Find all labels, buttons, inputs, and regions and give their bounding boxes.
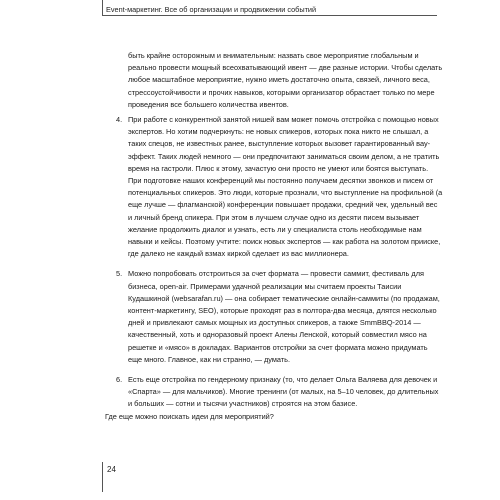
running-header: Event-маркетинг. Все об организации и продвижении событий bbox=[106, 5, 317, 14]
list-item-6 bbox=[105, 374, 443, 411]
footer-frame-vertical bbox=[102, 462, 103, 492]
list-item-4 bbox=[105, 114, 443, 175]
list-item-text: Можно попробовать отстроиться за счет формата — провести саммит, фестиваль для бизнеса, open-air. Примерами удачной реализации мы считаем проекты Таисии Кудашкиной (websarafan.ru) — она собирает тематические онлайн-саммиты (по продажам, контент-маркетингу, SEO), которые проходят раз в полтора-два месяца, длятся несколько дней и привлекают самых мощных из доступных спикеров, а также SmmBBQ-2014 — качественный, хоть и одноразовый проект Алены Ленской, который совместил мясо на решетке и «мясо» в докладах. Вариантов отстройки за счет формата можно придумать еще много. Главное, как ни странно, — думать. bbox=[128, 269, 440, 364]
list-item-number: 4. bbox=[116, 115, 123, 125]
list-item-5 bbox=[105, 268, 443, 366]
list-item-text: При работе с конкурентной занятой нишей вам может помочь отстройка с помощью новых экспертов. Но хотим подчеркнуть: не новых спикеров, которых пока никто не слышал, а таких спецов, не известных ранее, выступление которых вызовет гарантированный вау-эффект. Таких людей немного — они предпочитают заниматься своим делом, а не тратить время на гастроли. Плюс к этому, зачастую они просто не умеют или боятся выступать. bbox=[128, 115, 440, 173]
body-text bbox=[105, 50, 443, 423]
list-item-4-subparagraph: При подготовке наших конференций мы постоянно получаем десятки звонков и писем от потенциальных спикеров. Это люди, которые прознали, что выступление на профильной (а еще лучше — флагманской) конференции повышает продажи, средний чек, удельный вес и личный бренд спикера. При этом в лучшем случае одно из десяти писем вызывает желание продолжить диалог и узнать, есть ли у специалиста столь необходимые нам навыки и кейсы. Поэтому учтите: поиск новых экспертов — как работа на золотом прииске, где далеко не каждый взмах киркой сделает из вас миллионера. bbox=[128, 176, 443, 259]
list-item-number: 5. bbox=[116, 269, 123, 279]
page-number: 24 bbox=[107, 465, 116, 474]
closing-question: Где еще можно поискать идеи для мероприятий? bbox=[105, 411, 274, 421]
header-frame-vertical bbox=[102, 0, 103, 15]
list-item-text: Есть еще отстройка по гендерному признаку (то, что делает Ольга Валяева для девочек и «Спарта» — для мальчиков). Многие тренинги (от малых, на 5–10 человек, до длительных и больших — сотни и тысячи участников) строятся на этом базисе. bbox=[128, 375, 439, 409]
continuation-paragraph: быть крайне осторожным и внимательным: назвать свое мероприятие глобальным и реально провести мощный всеохватывающий ивент — две разные истории. Чтобы сделать любое масштабное мероприятие, нужно иметь достаточно опыта, связей, личного веса, стрессоустойчивости и прочих навыков, которыми организатор обрастает только по мере проведения все большего количества ивентов. bbox=[128, 51, 443, 109]
header-rule bbox=[102, 15, 437, 16]
list-item-number: 6. bbox=[116, 375, 123, 385]
